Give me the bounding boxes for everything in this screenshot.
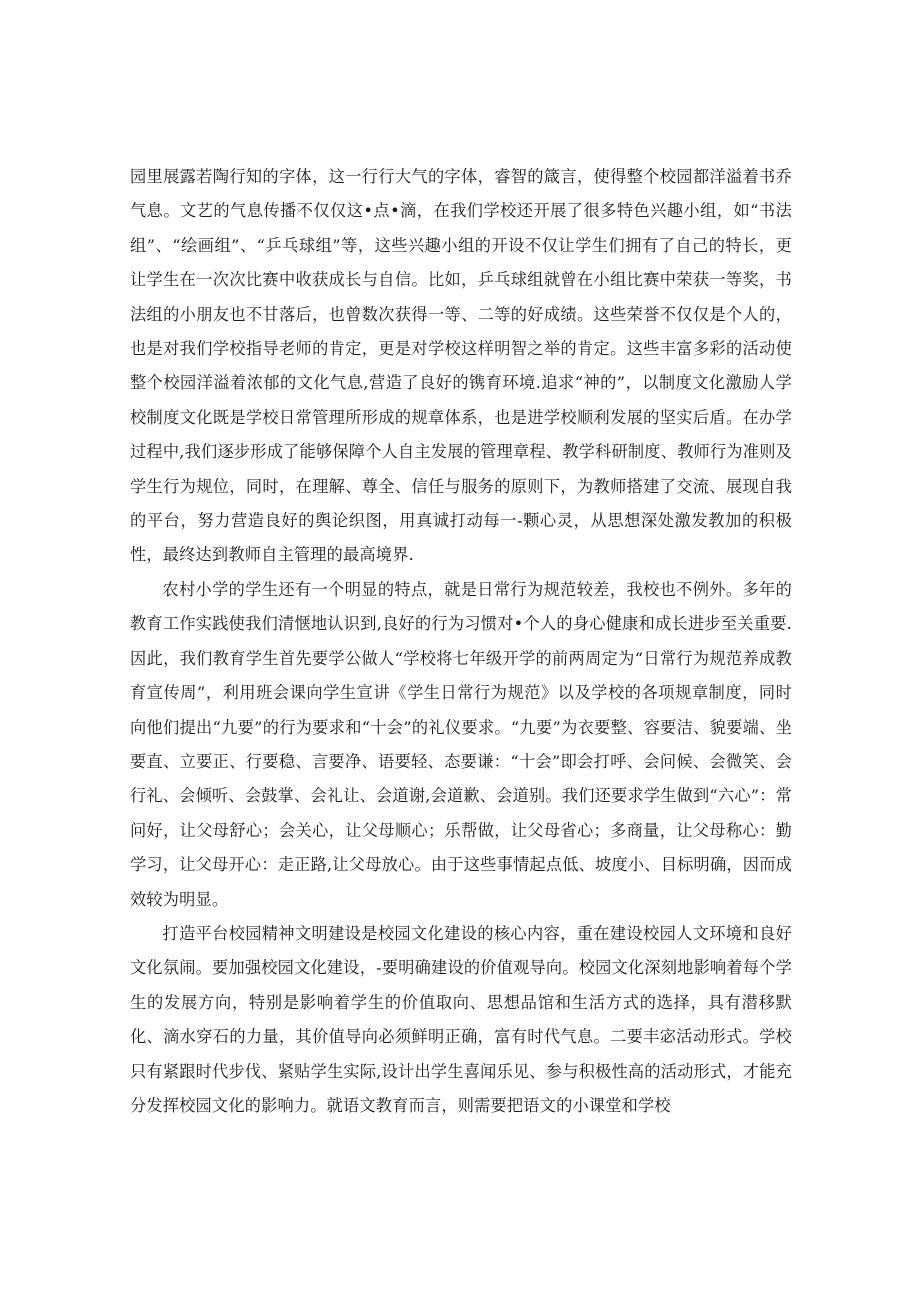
body-paragraph-2: 农村小学的学生还有一个明显的特点，就是日常行为规范较差，我校也不例外。多年的教育工作实践使我们清惬地认识到,良好的行为习惯对•个人的身心健康和成长进步至关重要.因此，我们教育学生首先要学公做人“学校将七年级开学的前两周定为“日常行为规范养成教育宣传周”，利用班会课向学生宣讲《学生日常行为规范》以及学校的各项规章制度，同时向他们提出“九要”的行为要求和“十会”的礼仪要求。“九要”为衣要整、容要洁、貌要端、坐要直、立要正、行要稳、言要净、语要轻、态要谦：“十会”即会打呼、会问候、会微笑、会行礼、会倾听、会鼓掌、会礼让、会道谢,会道歉、会道别。我们还要求学生做到“六心”：常问好，让父母舒心；会关心，让父母顺心；乐帮做，让父母省心；多商量，让父母称心：勤学习，让父母开心：走正路,让父母放心。由于这些事情起点低、坡度小、目标明确，因而成效较为明显。 bbox=[130, 579, 792, 909]
body-paragraph-1: 园里展露若陶行知的字体，这一行行大气的字体，睿智的箴言，使得整个校园都洋溢着书乔气息。文艺的气息传播不仅仅这•点•滴，在我们学校还开展了很多特色兴趣小组，如“书法组”、“绘画组”、“乒乓球组”等，这些兴趣小组的开设不仅让学生们拥有了自己的特长，更让学生在一次次比赛中收获成长与自信。比如，乒乓球组就曾在小组比赛中荣获一等奖，书法组的小朋友也不甘落后，也曾数次获得一等、二等的好成绩。这些荣誉不仅仅是个人的，也是对我们学校指导老师的肯定，更是对学校这样明智之举的肯定。这些丰富多彩的活动使整个校园洋溢着浓郁的文化气息,营造了良好的镌育环境.追求“神的”，以制度文化激励人学校制度文化既是学校日常管理所形成的规章体系，也是进学校顺利发展的坚实后盾。在办学过程中,我们逐步形成了能够保障个人自主发展的管理章程、教学科研制度、教师行为准则及学生行为规位，同时，在理解、尊全、信任与服务的原则下，为教师搭建了交流、展现自我的平台，努力营造良好的舆论织图，用真诚打动每一-颗心灵，从思想深处激发教加的积极性，最终达到教师自主管理的最高境界. bbox=[130, 167, 792, 565]
body-paragraph-3: 打造平台校园精神文明建设是校园文化建设的核心内容，重在建设校园人文环境和良好文化氛闹。要加强校园文化建设，-要明确建设的价值观导向。校园文化深刻地影响着每个学生的发展方向，特别是影响着学生的价值取向、思想品馆和生活方式的选择，具有潜移默化、滴水穿石的力量，其价值导向必须鲜明正确，富有时代气息。二要丰宓活动形式。学校只有紧跟时代步伐、紧贴学生实际,设计出学生喜闻乐见、参与积极性高的活动形式，才能充分发挥校园文化的影响力。就语文教育而言，则需要把语文的小课堂和学校 bbox=[130, 923, 792, 1115]
